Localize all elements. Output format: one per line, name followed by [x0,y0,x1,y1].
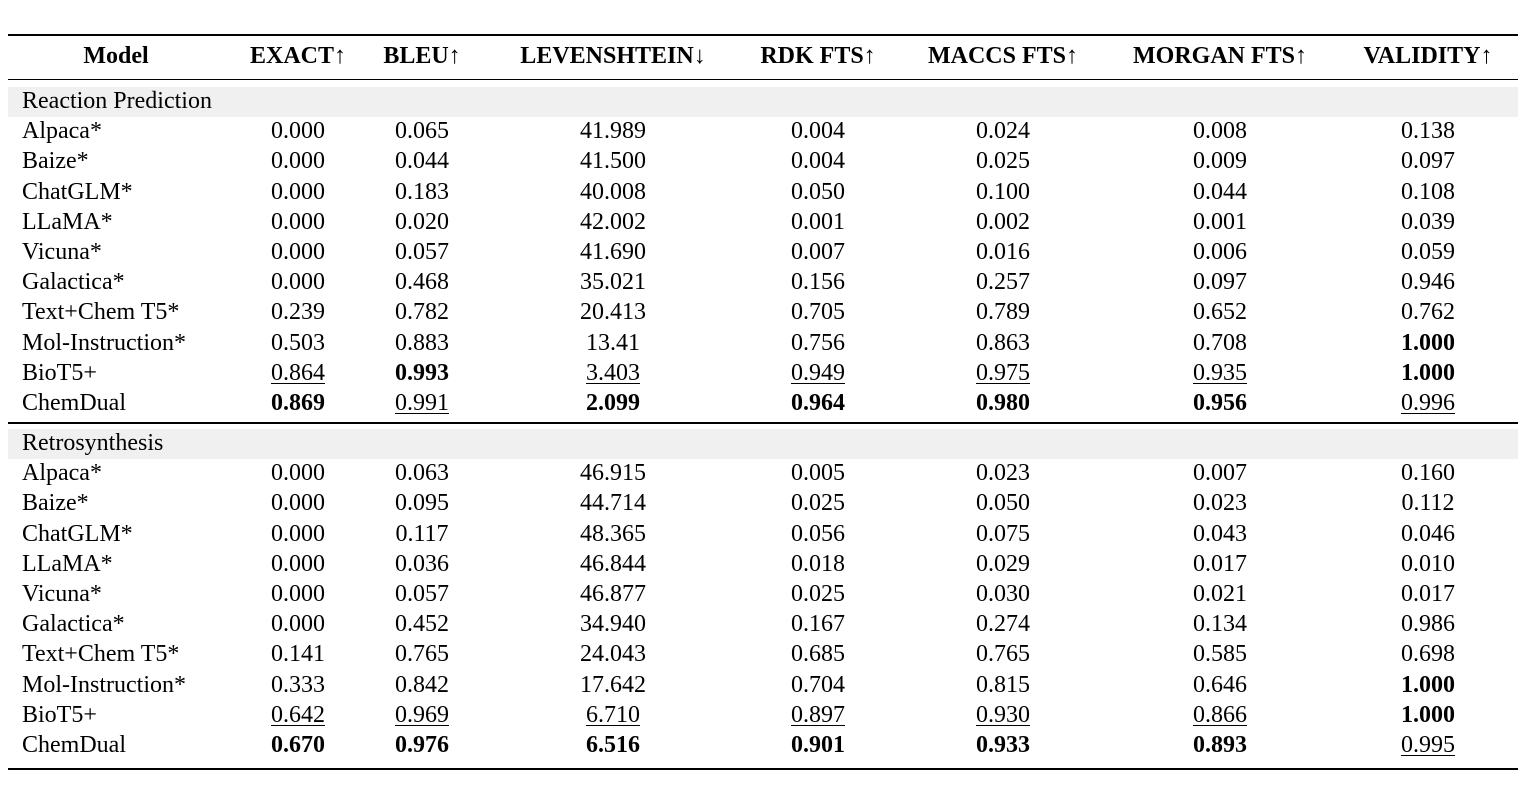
metric-value: 0.468 [395,269,449,296]
metric-value: 0.156 [791,269,845,296]
column-header: MORGAN FTS↑ [1133,43,1307,69]
column-header: VALIDITY↑ [1363,43,1493,69]
metric-value: 41.500 [580,148,646,175]
model-name: Mol-Instruction* [22,671,186,698]
metric-value: 0.239 [271,299,325,326]
metric-value: 0.029 [976,550,1030,577]
metric-value: 0.949 [791,359,845,386]
metric-value: 17.642 [580,671,646,698]
model-name: Mol-Instruction* [22,329,186,356]
metric-value: 0.108 [1401,178,1455,205]
metric-value: 0.863 [976,329,1030,356]
metric-value: 0.044 [395,148,449,175]
column-header: EXACT↑ [249,43,347,69]
metric-value: 0.000 [271,208,325,235]
metric-value: 0.976 [395,732,449,758]
model-name: Vicuna* [22,239,102,265]
metric-value: 0.056 [791,520,845,547]
metric-value: 0.762 [1401,299,1455,326]
metric-value: 0.893 [1193,732,1247,758]
metric-value: 6.516 [586,732,640,758]
metric-value: 0.005 [791,460,845,487]
metric-value: 0.765 [976,641,1030,668]
metric-value: 0.980 [976,390,1030,416]
metric-value: 0.075 [976,520,1030,547]
metric-value: 0.789 [976,299,1030,326]
metric-value: 42.002 [580,208,646,235]
header-rule [8,79,1518,80]
metric-value: 46.877 [580,581,646,607]
metric-value: 0.183 [395,178,449,205]
metric-value: 0.065 [395,118,449,145]
metric-value: 0.001 [1193,208,1247,235]
model-name: BioT5+ [22,701,97,728]
metric-value: 0.160 [1401,460,1455,487]
metric-value: 0.117 [395,520,449,547]
column-header: RDK FTS↑ [760,43,876,69]
metric-value: 0.975 [976,359,1030,386]
metric-value: 24.043 [580,641,646,668]
metric-value: 1.000 [1401,701,1455,728]
metric-value: 6.710 [586,701,640,728]
section-band [8,429,1518,459]
metric-value: 1.000 [1401,359,1455,386]
metric-value: 0.000 [271,581,325,607]
metric-value: 0.000 [271,550,325,577]
metric-value: 0.883 [395,329,449,356]
metric-value: 46.915 [580,460,646,487]
top-rule [8,34,1518,36]
metric-value: 40.008 [580,178,646,205]
metric-value: 0.063 [395,460,449,487]
metric-value: 0.935 [1193,359,1247,386]
metric-value: 0.021 [1193,581,1247,607]
metric-value: 35.021 [580,269,646,296]
metric-value: 0.930 [976,701,1030,728]
bottom-rule [8,768,1518,770]
metric-value: 0.956 [1193,390,1247,416]
metric-value: 0.025 [976,148,1030,175]
metric-value: 0.864 [271,359,325,386]
metric-value: 0.044 [1193,178,1247,205]
model-name: ChatGLM* [22,520,133,547]
metric-value: 0.995 [1401,732,1455,758]
metric-value: 0.046 [1401,520,1455,547]
model-name: Text+Chem T5* [22,641,180,668]
section-title: Reaction Prediction [22,88,212,114]
metric-value: 0.964 [791,390,845,416]
metric-value: 0.452 [395,611,449,638]
model-name: Baize* [22,490,89,517]
metric-value: 0.969 [395,701,449,728]
metric-value: 0.901 [791,732,845,758]
metric-value: 0.782 [395,299,449,326]
metric-value: 0.010 [1401,550,1455,577]
metric-value: 0.059 [1401,239,1455,265]
metric-value: 0.946 [1401,269,1455,296]
metric-value: 0.006 [1193,239,1247,265]
metric-value: 0.007 [1193,460,1247,487]
model-name: Galactica* [22,269,125,296]
metric-value: 0.866 [1193,701,1247,728]
metric-value: 0.141 [271,641,325,668]
model-name: LLaMA* [22,550,113,577]
metric-value: 0.897 [791,701,845,728]
metric-value: 0.025 [791,490,845,517]
metric-value: 0.017 [1401,581,1455,607]
metric-value: 0.670 [271,732,325,758]
metric-value: 48.365 [580,520,646,547]
metric-value: 1.000 [1401,671,1455,698]
model-name: Alpaca* [22,460,102,487]
section-title: Retrosynthesis [22,430,164,456]
column-header: LEVENSHTEIN↓ [520,43,706,69]
metric-value: 0.002 [976,208,1030,235]
model-name: Galactica* [22,611,125,638]
section-band [8,87,1518,117]
metric-value: 0.009 [1193,148,1247,175]
metric-value: 0.000 [271,118,325,145]
metric-value: 0.000 [271,611,325,638]
metric-value: 44.714 [580,490,646,517]
model-name: ChatGLM* [22,178,133,205]
metric-value: 0.004 [791,118,845,145]
metric-value: 0.756 [791,329,845,356]
metric-value: 0.704 [791,671,845,698]
metric-value: 41.989 [580,118,646,145]
metric-value: 0.039 [1401,208,1455,235]
metric-value: 0.023 [976,460,1030,487]
metric-value: 0.007 [791,239,845,265]
model-name: BioT5+ [22,359,97,386]
metric-value: 0.036 [395,550,449,577]
section-divider-rule [8,422,1518,424]
metric-value: 0.134 [1193,611,1247,638]
model-name: ChemDual [22,732,126,758]
metric-value: 0.869 [271,390,325,416]
metric-value: 0.933 [976,732,1030,758]
metric-value: 0.097 [1193,269,1247,296]
column-header: BLEU↑ [383,43,461,69]
metric-value: 0.642 [271,701,325,728]
metric-value: 0.685 [791,641,845,668]
metric-value: 0.000 [271,148,325,175]
metric-value: 0.008 [1193,118,1247,145]
model-name: ChemDual [22,390,126,416]
metric-value: 2.099 [586,390,640,416]
metric-value: 0.585 [1193,641,1247,668]
metric-value: 0.001 [791,208,845,235]
metric-value: 0.020 [395,208,449,235]
metric-value: 13.41 [586,329,640,356]
metric-value: 0.991 [395,390,449,416]
metric-value: 0.000 [271,269,325,296]
metric-value: 0.050 [976,490,1030,517]
metric-value: 0.000 [271,520,325,547]
metric-value: 0.503 [271,329,325,356]
metric-value: 0.057 [395,239,449,265]
metric-value: 0.030 [976,581,1030,607]
metric-value: 0.842 [395,671,449,698]
metric-value: 0.043 [1193,520,1247,547]
metric-value: 0.652 [1193,299,1247,326]
metric-value: 41.690 [580,239,646,265]
metric-value: 0.705 [791,299,845,326]
metric-value: 0.274 [976,611,1030,638]
metric-value: 0.138 [1401,118,1455,145]
model-name: LLaMA* [22,208,113,235]
metric-value: 0.000 [271,178,325,205]
metric-value: 0.000 [271,460,325,487]
metric-value: 0.024 [976,118,1030,145]
metric-value: 0.708 [1193,329,1247,356]
metric-value: 34.940 [580,611,646,638]
model-name: Vicuna* [22,581,102,607]
metric-value: 0.257 [976,269,1030,296]
model-name: Alpaca* [22,118,102,145]
metric-value: 0.000 [271,239,325,265]
metric-value: 0.986 [1401,611,1455,638]
metric-value: 0.018 [791,550,845,577]
metric-value: 0.112 [1401,490,1455,517]
model-name: Text+Chem T5* [22,299,180,326]
metric-value: 0.765 [395,641,449,668]
metric-value: 1.000 [1401,329,1455,356]
metric-value: 0.167 [791,611,845,638]
metric-value: 0.646 [1193,671,1247,698]
metric-value: 0.057 [395,581,449,607]
metric-value: 0.097 [1401,148,1455,175]
metric-value: 0.333 [271,671,325,698]
metric-value: 0.004 [791,148,845,175]
metric-value: 0.993 [395,359,449,386]
metric-value: 0.050 [791,178,845,205]
metric-value: 0.023 [1193,490,1247,517]
metric-value: 0.017 [1193,550,1247,577]
metric-value: 20.413 [580,299,646,326]
column-header: Model [83,43,149,69]
model-name: Baize* [22,148,89,175]
metric-value: 46.844 [580,550,646,577]
metric-value: 3.403 [586,359,640,386]
metric-value: 0.016 [976,239,1030,265]
metric-value: 0.698 [1401,641,1455,668]
metric-value: 0.000 [271,490,325,517]
metric-value: 0.100 [976,178,1030,205]
metric-value: 0.025 [791,581,845,607]
metric-value: 0.095 [395,490,449,517]
column-header: MACCS FTS↑ [927,43,1079,69]
metric-value: 0.815 [976,671,1030,698]
metric-value: 0.996 [1401,390,1455,416]
